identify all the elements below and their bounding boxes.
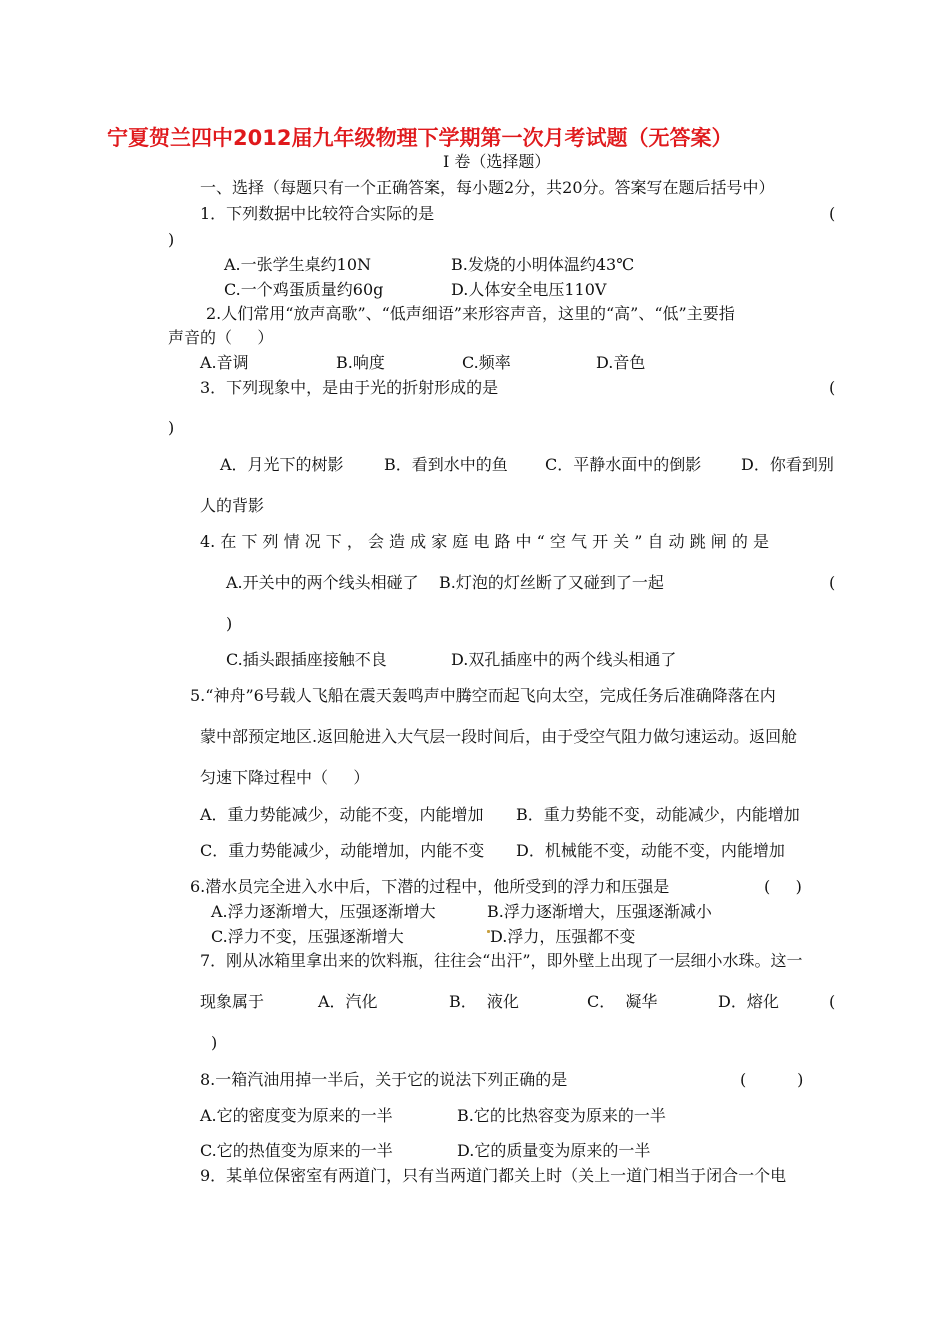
q1-option-b: B.发烧的小明体温约43℃ bbox=[451, 255, 635, 274]
volume-heading: Ⅰ 卷（选择题） bbox=[443, 152, 551, 171]
q8-option-b: B.它的比热容变为原来的一半 bbox=[457, 1106, 666, 1125]
q2-option-a: A.音调 bbox=[200, 353, 249, 372]
q5-option-c: C．重力势能减少，动能增加，内能不变 bbox=[200, 841, 485, 860]
q8-option-d: D.它的质量变为原来的一半 bbox=[457, 1141, 651, 1160]
q7-option-d: D．熔化 bbox=[718, 992, 779, 1011]
q7-stem: 7．刚从冰箱里拿出来的饮料瓶，往往会“出汗”，即外壁上出现了一层细小水珠。这一 bbox=[200, 951, 803, 970]
q7-answer-paren-open: ( bbox=[829, 992, 836, 1011]
q7-option-a: A．汽化 bbox=[318, 992, 378, 1011]
q5-option-d: D．机械能不变，动能不变，内能增加 bbox=[516, 841, 785, 860]
q1-option-a: A.一张学生桌约10N bbox=[224, 255, 372, 274]
q7-option-b: B． 液化 bbox=[449, 992, 519, 1011]
q4-answer-paren-close: ) bbox=[226, 614, 233, 633]
q5-option-b: B．重力势能不变，动能减少，内能增加 bbox=[516, 805, 800, 824]
q4-options-ab: A.开关中的两个线头相碰了 B.灯泡的灯丝断了又碰到了一起 bbox=[226, 573, 664, 592]
q6-option-c: C.浮力不变，压强逐渐增大 bbox=[211, 927, 404, 946]
q1-option-c: C.一个鸡蛋质量约60g bbox=[224, 280, 384, 299]
q6-option-a: A.浮力逐渐增大，压强逐渐增大 bbox=[211, 902, 436, 921]
q7-stem-cont: 现象属于 bbox=[200, 992, 265, 1011]
q5-option-a: A．重力势能减少，动能不变，内能增加 bbox=[200, 805, 484, 824]
q1-stem: 1．下列数据中比较符合实际的是 bbox=[200, 204, 435, 223]
q2-option-b: B.响度 bbox=[336, 353, 385, 372]
ink-speck bbox=[487, 930, 490, 933]
q3-option-d-cont: 人的背影 bbox=[200, 496, 265, 515]
q3-option-d: D．你看到别 bbox=[741, 455, 834, 474]
q3-option-c: C．平静水面中的倒影 bbox=[545, 455, 702, 474]
q1-answer-paren-open: ( bbox=[829, 204, 836, 223]
q7-option-c: C． 凝华 bbox=[587, 992, 658, 1011]
q8-option-c: C.它的热值变为原来的一半 bbox=[200, 1141, 393, 1160]
q7-answer-paren-close: ) bbox=[211, 1033, 218, 1052]
exam-title: 宁夏贺兰四中2012届九年级物理下学期第一次月考试题（无答案） bbox=[107, 126, 733, 150]
q2-option-c: C.频率 bbox=[462, 353, 511, 372]
q4-answer-paren-open: ( bbox=[829, 573, 836, 592]
q3-stem: 3．下列现象中，是由于光的折射形成的是 bbox=[200, 378, 499, 397]
q5-stem-cont-1: 蒙中部预定地区.返回舱进入大气层一段时间后，由于受空气阻力做匀速运动。返回舱 bbox=[200, 727, 798, 746]
q3-option-b: B．看到水中的鱼 bbox=[384, 455, 508, 474]
q8-answer-paren: ( ) bbox=[740, 1070, 804, 1089]
q9-stem: 9．某单位保密室有两道门，只有当两道门都关上时（关上一道门相当于闭合一个电 bbox=[200, 1166, 787, 1185]
q4-option-d: D.双孔插座中的两个线头相通了 bbox=[451, 650, 677, 669]
q5-stem: 5.“神舟”6号载人飞船在震天轰鸣声中腾空而起飞向太空，完成任务后准确降落在内 bbox=[190, 686, 776, 705]
section-instructions: 一、选择（每题只有一个正确答案，每小题2分，共20分。答案写在题后括号中） bbox=[200, 178, 775, 197]
q6-option-b: B.浮力逐渐增大，压强逐渐减小 bbox=[487, 902, 712, 921]
q6-stem: 6.潜水员完全进入水中后，下潜的过程中，他所受到的浮力和压强是 bbox=[190, 877, 670, 896]
q8-option-a: A.它的密度变为原来的一半 bbox=[200, 1106, 393, 1125]
q5-stem-cont-2: 匀速下降过程中（ ） bbox=[200, 768, 370, 787]
q4-option-c: C.插头跟插座接触不良 bbox=[226, 650, 387, 669]
q6-option-d: D.浮力，压强都不变 bbox=[490, 927, 636, 946]
q3-answer-paren-close: ) bbox=[168, 418, 175, 437]
q3-option-a: A．月光下的树影 bbox=[220, 455, 344, 474]
q3-answer-paren-open: ( bbox=[829, 378, 836, 397]
q2-stem-cont: 声音的（ ） bbox=[168, 328, 274, 347]
q2-option-d: D.音色 bbox=[596, 353, 646, 372]
q2-stem: 2.人们常用“放声高歌”、“低声细语”来形容声音，这里的“高”、“低”主要指 bbox=[206, 304, 735, 323]
q6-answer-paren: ( ) bbox=[764, 877, 802, 896]
q1-option-d: D.人体安全电压110V bbox=[451, 280, 607, 299]
q8-stem: 8.一箱汽油用掉一半后，关于它的说法下列正确的是 bbox=[200, 1070, 568, 1089]
q4-stem: 4. 在 下 列 情 况 下 ， 会 造 成 家 庭 电 路 中 “ 空 气 开 关 ” 自 动 跳 闸 的 是 bbox=[200, 532, 769, 551]
q1-answer-paren-close: ) bbox=[168, 230, 175, 249]
